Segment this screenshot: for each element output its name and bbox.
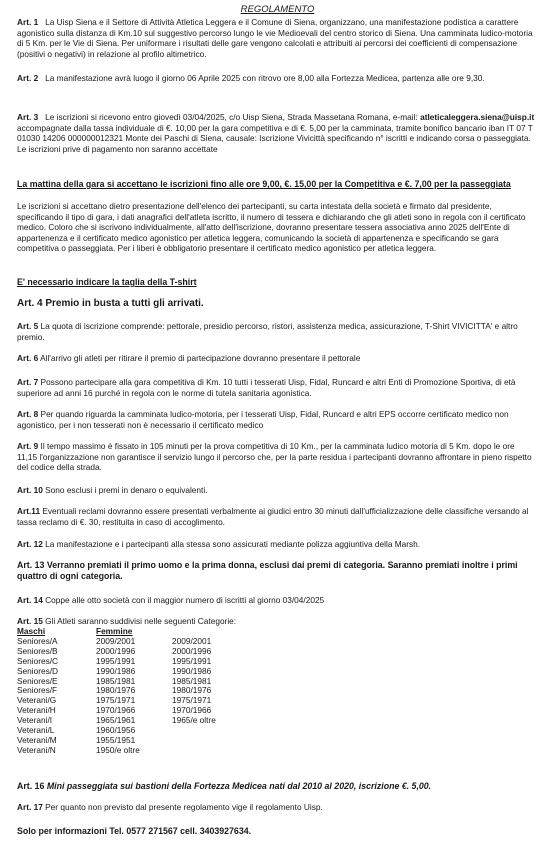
morning-heading: La mattina della gara si accettano le iscrizioni fino alle ore 9,00, €. 15,00 per la Competitiva e €. 7,00 per la passeggiata [17, 179, 511, 189]
male-years: 1965/1961 [96, 715, 136, 726]
article-number: Art. 6 [17, 353, 39, 363]
article-text: Il tempo massimo è fissato in 105 minuti per la prova competitiva di 10 Km., per la camminata ludico motoria di 5 Km. dopo le ore 11,15 l'organizzazione non garantisce il servizio lungo il percorso che, per la parte residua i partecipanti dovranno affrontare in pieno rispetto del codice della strada. [17, 441, 532, 473]
female-years: 1985/1981 [172, 675, 212, 686]
contact-info: Solo per informazioni Tel. 0577 271567 cell. 3403927634. [17, 826, 252, 836]
article-5 [17, 321, 537, 342]
article-number: Art. 7 [17, 377, 39, 387]
category-name: Veterani/G [17, 695, 57, 706]
category-name: Veterani/M [17, 734, 57, 745]
category-name: Veterani/N [17, 744, 56, 755]
female-years: 1990/1986 [172, 665, 212, 676]
article-number: Art. 17 [17, 802, 43, 812]
article-2 [17, 73, 537, 84]
article-number: Art. 5 [17, 321, 39, 331]
article-16 [17, 781, 537, 792]
article-number: Art. 12 [17, 539, 43, 549]
article-number: Art. 9 [17, 441, 39, 451]
male-years: 2000/1996 [96, 645, 136, 656]
document-title: REGOLAMENTO [240, 4, 315, 15]
article-text: La quota di iscrizione comprende: pettorale, presidio percorso, ristori, assistenza medica, assicurazione, T-Shirt VIVICITTA' e altro premio. [17, 321, 518, 342]
article-text: Per quanto non previsto dal presente regolamento vige il regolamento Uisp. [45, 802, 323, 812]
female-years: 1995/1991 [172, 655, 212, 666]
article-text: Le iscrizioni si ricevono entro giovedì 03/04/2025, c/o Uisp Siena, Strada Massetana Romana, e-mail: [45, 112, 421, 122]
article-13 [17, 560, 537, 581]
female-years [172, 736, 252, 746]
article-6 [17, 353, 537, 364]
category-name: Veterani/L [17, 725, 55, 736]
male-years: 1985/1981 [96, 675, 136, 686]
table-row [17, 746, 252, 756]
article-text: Eventuali reclami dovranno essere presentati verbalmente ai giudici entro 30 minuti dall'ufficializzazione delle classifiche versando al tassa reclamo di €. 30, restituita in caso di accoglimento. [17, 506, 529, 527]
categories-table [17, 627, 252, 756]
female-years [172, 746, 252, 756]
female-years: 1975/1971 [172, 695, 212, 706]
category-name: Seniores/B [17, 645, 58, 656]
tshirt-notice: E' necessario indicare la taglia della T-shirt [17, 277, 197, 287]
article-17 [17, 802, 537, 813]
article-number: Art. 14 [17, 595, 43, 605]
article-text: Coppe alle otto società con il maggior numero di iscritti al giorno 03/04/2025 [45, 595, 325, 605]
article-text: La manifestazione e i partecipanti alla stessa sono assicurati mediante polizza aggiuntiva della Marsh. [45, 539, 421, 549]
article-text: Mini passeggiata sui bastioni della Fortezza Medicea nati dal 2010 al 2020, iscrizione €. 5,00. [46, 781, 432, 791]
male-years: 2009/2001 [96, 635, 136, 646]
male-years: 1995/1991 [96, 655, 136, 666]
article-number: Art. 13 [17, 560, 45, 570]
article-text: Per quando riguarda la camminata ludico-motoria, per i tesserati Uisp, Fidal, Runcard e altri EPS occorre certificato medico non agonistico, per i non tesserati non è necessario il certificato medico [17, 409, 509, 430]
col-maschi: Maschi [17, 626, 46, 636]
article-14 [17, 595, 537, 606]
article-number: Art. 10 [17, 485, 43, 495]
article-text: Possono partecipare alla gara competitiva di Km. 10 tutti i tesserati Uisp, Fidal, Runcard e altri Enti di Promozione Sportiva, di età superiore ad anni 16 purché in regola con le norme di tutela sanitaria agonistica. [17, 377, 516, 398]
category-name: Seniores/C [17, 655, 59, 666]
female-years: 1980/1976 [172, 685, 212, 696]
category-name: Veterani/I [17, 715, 53, 726]
male-years: 1980/1976 [96, 685, 136, 696]
article-text: Sono esclusi i premi in denaro o equivalenti. [45, 485, 208, 495]
article-number: Art. 1 [17, 17, 39, 27]
article-text: Verranno premiati il primo uomo e la prima donna, esclusi dai premi di categoria. Saranno premiati inoltre i primi quattro di ogni categoria. [17, 560, 518, 581]
article-1 [17, 17, 537, 59]
male-years: 1950/e oltre [96, 744, 140, 755]
article-text: La manifestazione avrà luogo il giorno 06 Aprile 2025 con ritrovo ore 8,00 alla Fortezza Medicea, partenza alle ore 9,30. [45, 73, 485, 83]
category-name: Seniores/F [17, 685, 58, 696]
article-12 [17, 539, 537, 550]
article-text: All'arrivo gli atleti per ritirare il premio di partecipazione dovranno presentare il pettorale [40, 353, 361, 363]
female-years: 1965/e oltre [172, 715, 216, 726]
female-years: 2000/1996 [172, 645, 212, 656]
category-name: Seniores/A [17, 635, 58, 646]
col-femmine: Femmine [96, 626, 133, 636]
article-text-cont: accompagnate dalla tassa individuale di €. 10,00 per la gara competitiva e di €. 5,00 per la camminata, tramite bonifico bancario iban IT 07 T 01030 14206 000000012321 Monte dei Paschi di Siena, causale: Iscrizione Vivicittà specificando n° iscritti e indicando corsa o passeggiata. Le iscrizioni prive di pagamento non saranno accettate [17, 122, 533, 154]
article-number: Art.11 [17, 506, 41, 516]
category-name: Seniores/D [17, 665, 59, 676]
category-name: Seniores/E [17, 675, 58, 686]
article-number: Art. 3 [17, 112, 39, 122]
article-15 [17, 616, 537, 627]
male-years: 1975/1971 [96, 695, 136, 706]
male-years: 1990/1986 [96, 665, 136, 676]
female-years: 1970/1966 [172, 705, 212, 716]
email-link[interactable]: atleticaleggera.siena@uisp.it [420, 112, 535, 122]
morning-text: Le iscrizioni si accettano dietro presentazione dell'elenco dei partecipanti, su carta intestata della società e firmato dal presidente, specificando il tipo di gara, i dati anagrafici dell'atleta iscritto, il numero di tessera e dichiarando che gli atleti sono in regola con il certificato medico. Coloro che si iscrivono individualmente, all'atto dell'iscrizione, dovranno presentare tessera associativa anno 2025 dell'Ente di appartenenza e il certificato medico agonistico per atletica leggera, comunicando la società di appartenenza e specificando se gara competitiva o passeggiata. Per i liberi è obbligatorio presentare il certificato medico agonistico per atletica leggera. [17, 201, 526, 254]
female-years: 2009/2001 [172, 635, 212, 646]
article-11 [17, 506, 537, 527]
female-years [172, 726, 252, 736]
article-7 [17, 377, 537, 398]
article-number: Art. 2 [17, 73, 39, 83]
article-text: La Uisp Siena e il Settore di Attività Atletica Leggera e il Comune di Siena, organizzano, una manifestazione podistica a carattere agonistico sulla distanza di Km.10 sul suggestivo percorso lungo le vie Medioevali del centro storico di Siena. Una camminata ludico-motoria di 5 Km. per le Vie di Siena. Per uniformare i risultati delle gare vengono calcolati e attribuiti ai percorsi dei coefficienti di compensazione (positivi o negativi) in relazione al profilo altimetrico. [17, 17, 533, 59]
category-name: Veterani/H [17, 705, 56, 716]
categories-body [17, 637, 252, 756]
article-3 [17, 112, 537, 154]
article-number: Art. 16 [17, 781, 45, 791]
article-9 [17, 441, 537, 473]
article-4: Art. 4 Premio in busta a tutti gli arrivati. [17, 298, 204, 309]
male-years: 1960/1956 [96, 725, 136, 736]
article-8 [17, 409, 537, 430]
article-number: Art. 15 [17, 616, 43, 626]
article-10 [17, 485, 537, 496]
article-number: Art. 8 [17, 409, 39, 419]
male-years: 1955/1951 [96, 734, 136, 745]
male-years: 1970/1966 [96, 705, 136, 716]
article-text: Gli Atleti saranno suddivisi nelle seguenti Categorie: [45, 616, 237, 626]
